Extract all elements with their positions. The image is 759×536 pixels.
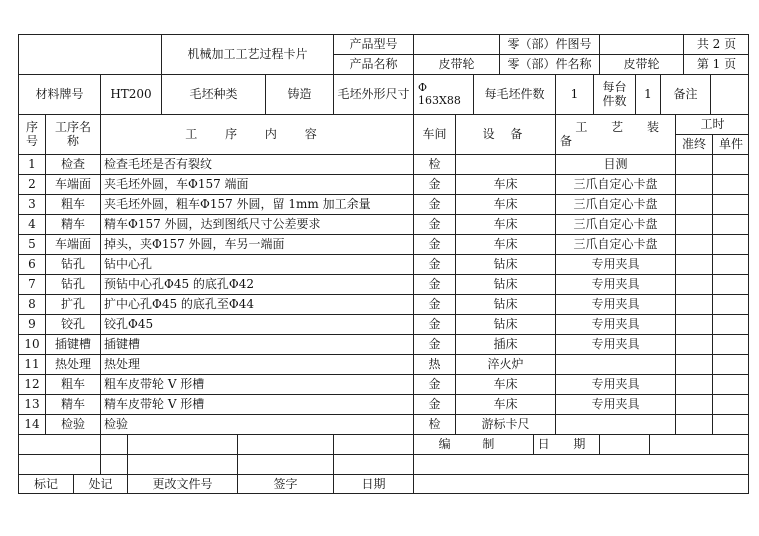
blank-type-value: 铸造 <box>265 74 333 114</box>
row-tooling: 三爪自定心卡盘 <box>555 234 675 254</box>
footer-blank-11 <box>237 454 333 474</box>
date-label: 日 期 <box>533 434 599 454</box>
row-seq: 9 <box>18 314 45 334</box>
row-prep <box>675 334 712 354</box>
row-op-name: 车端面 <box>45 174 100 194</box>
material-value: HT200 <box>100 74 161 114</box>
part-name-label: 零（部）件名称 <box>499 54 599 74</box>
row-equipment: 车床 <box>455 174 555 194</box>
row-workshop: 金 <box>413 254 455 274</box>
row-op-name: 粗车 <box>45 374 100 394</box>
row-unit <box>712 374 749 394</box>
col-tooling-line1: 工 艺 装 <box>575 119 669 134</box>
row-op-content: 钻中心孔 <box>100 254 413 274</box>
row-prep <box>675 174 712 194</box>
row-unit <box>712 334 749 354</box>
per-unit-value: 1 <box>635 74 660 114</box>
footer-blank-14 <box>413 474 749 494</box>
col-unit: 单件 <box>712 134 749 154</box>
row-tooling: 目测 <box>555 154 675 174</box>
row-op-content: 预钻中心孔Φ45 的底孔Φ42 <box>100 274 413 294</box>
footer-blank-10 <box>127 454 237 474</box>
row-workshop: 金 <box>413 314 455 334</box>
row-op-name: 扩孔 <box>45 294 100 314</box>
row-op-content: 夹毛坯外圆，粗车Φ157 外圆，留 1mm 加工余量 <box>100 194 413 214</box>
row-equipment: 车床 <box>455 234 555 254</box>
per-blank-value: 1 <box>555 74 593 114</box>
blank-size-value <box>413 74 473 114</box>
col-equipment: 设 备 <box>455 114 555 154</box>
row-unit <box>712 274 749 294</box>
row-prep <box>675 214 712 234</box>
row-unit <box>712 414 749 434</box>
row-workshop: 金 <box>413 174 455 194</box>
row-unit <box>712 394 749 414</box>
footer-blank-9 <box>100 454 127 474</box>
row-seq: 13 <box>18 394 45 414</box>
blank-size-label: 毛坯外形尺寸 <box>333 74 413 114</box>
blank-header-left <box>18 34 161 74</box>
sheet-right-border <box>748 34 749 494</box>
row-workshop: 金 <box>413 274 455 294</box>
row-op-content: 铰孔Φ45 <box>100 314 413 334</box>
row-seq: 10 <box>18 334 45 354</box>
col-hours: 工时 <box>675 114 749 134</box>
row-prep <box>675 374 712 394</box>
footer-blank-5 <box>333 434 413 454</box>
row-prep <box>675 194 712 214</box>
row-tooling: 专用夹具 <box>555 254 675 274</box>
row-equipment <box>455 154 555 174</box>
row-unit <box>712 194 749 214</box>
row-tooling: 三爪自定心卡盘 <box>555 174 675 194</box>
row-equipment: 车床 <box>455 394 555 414</box>
row-op-name: 车端面 <box>45 234 100 254</box>
row-seq: 14 <box>18 414 45 434</box>
compile-label: 编 制 <box>413 434 533 454</box>
row-workshop: 金 <box>413 294 455 314</box>
footer-location: 处记 <box>73 474 127 494</box>
product-name-label: 产品名称 <box>333 54 413 74</box>
row-unit <box>712 254 749 274</box>
row-tooling: 专用夹具 <box>555 274 675 294</box>
row-workshop: 金 <box>413 194 455 214</box>
row-prep <box>675 234 712 254</box>
process-card <box>18 34 749 494</box>
row-tooling: 三爪自定心卡盘 <box>555 194 675 214</box>
row-seq: 2 <box>18 174 45 194</box>
col-seq: 序号 <box>18 114 45 154</box>
row-workshop: 检 <box>413 414 455 434</box>
product-model-value <box>413 34 499 54</box>
part-drawing-label: 零（部）件图号 <box>499 34 599 54</box>
row-tooling <box>555 414 675 434</box>
row-op-name: 热处理 <box>45 354 100 374</box>
row-tooling <box>555 354 675 374</box>
blank-size-number: 163X88 <box>418 93 461 107</box>
row-op-name: 插键槽 <box>45 334 100 354</box>
row-unit <box>712 294 749 314</box>
total-pages: 共 2 页 <box>683 34 749 54</box>
page-number: 第 1 页 <box>683 54 749 74</box>
footer-blank-1 <box>18 434 100 454</box>
remark-label: 备注 <box>660 74 710 114</box>
material-label: 材料牌号 <box>18 74 100 114</box>
row-unit <box>712 174 749 194</box>
row-equipment: 钻床 <box>455 314 555 334</box>
row-op-name: 钻孔 <box>45 274 100 294</box>
row-prep <box>675 254 712 274</box>
col-op-content: 工 序 内 容 <box>100 114 413 154</box>
footer-blank-13 <box>413 454 749 474</box>
footer-change-doc: 更改文件号 <box>127 474 237 494</box>
row-seq: 12 <box>18 374 45 394</box>
row-tooling: 专用夹具 <box>555 394 675 414</box>
footer-blank-4 <box>237 434 333 454</box>
row-seq: 4 <box>18 214 45 234</box>
row-seq: 7 <box>18 274 45 294</box>
footer-blank-2 <box>100 434 127 454</box>
row-unit <box>712 154 749 174</box>
row-equipment: 车床 <box>455 194 555 214</box>
footer-signature: 签字 <box>237 474 333 494</box>
remark-value <box>710 74 749 114</box>
row-seq: 8 <box>18 294 45 314</box>
row-workshop: 金 <box>413 394 455 414</box>
row-workshop: 金 <box>413 214 455 234</box>
row-equipment: 车床 <box>455 374 555 394</box>
row-op-name: 钻孔 <box>45 254 100 274</box>
row-op-content: 热处理 <box>100 354 413 374</box>
row-op-content: 精车Φ157 外圆，达到图纸尺寸公差要求 <box>100 214 413 234</box>
row-op-name: 精车 <box>45 214 100 234</box>
phi-symbol: Φ <box>418 80 428 94</box>
row-equipment: 钻床 <box>455 254 555 274</box>
row-op-content: 精车皮带轮 V 形槽 <box>100 394 413 414</box>
footer-blank-7 <box>649 434 749 454</box>
row-equipment: 游标卡尺 <box>455 414 555 434</box>
row-op-name: 粗车 <box>45 194 100 214</box>
row-unit <box>712 354 749 374</box>
part-name-value: 皮带轮 <box>599 54 683 74</box>
row-op-content: 掉头，夹Φ157 外圆，车另一端面 <box>100 234 413 254</box>
row-op-content: 粗车皮带轮 V 形槽 <box>100 374 413 394</box>
row-prep <box>675 154 712 174</box>
card-title: 机械加工工艺过程卡片 <box>161 34 333 74</box>
row-unit <box>712 314 749 334</box>
row-op-name: 精车 <box>45 394 100 414</box>
row-equipment: 插床 <box>455 334 555 354</box>
row-prep <box>675 294 712 314</box>
row-op-name: 检查 <box>45 154 100 174</box>
footer-blank-3 <box>127 434 237 454</box>
row-seq: 5 <box>18 234 45 254</box>
row-equipment: 钻床 <box>455 294 555 314</box>
row-seq: 11 <box>18 354 45 374</box>
row-workshop: 金 <box>413 334 455 354</box>
row-unit <box>712 234 749 254</box>
row-op-name: 铰孔 <box>45 314 100 334</box>
row-seq: 3 <box>18 194 45 214</box>
product-name-value: 皮带轮 <box>413 54 499 74</box>
row-equipment: 车床 <box>455 214 555 234</box>
row-workshop: 热 <box>413 354 455 374</box>
col-tooling-line2: 备 <box>560 133 573 148</box>
per-blank-label: 每毛坯件数 <box>473 74 555 114</box>
col-tooling <box>555 114 675 154</box>
row-op-content: 检查毛坯是否有裂纹 <box>100 154 413 174</box>
row-op-name: 检验 <box>45 414 100 434</box>
row-tooling: 三爪自定心卡盘 <box>555 214 675 234</box>
row-op-content: 夹毛坯外圆，车Φ157 端面 <box>100 174 413 194</box>
row-op-content: 检验 <box>100 414 413 434</box>
col-workshop: 车间 <box>413 114 455 154</box>
row-prep <box>675 354 712 374</box>
row-prep <box>675 394 712 414</box>
footer-blank-12 <box>333 454 413 474</box>
row-op-content: 扩中心孔Φ45 的底孔至Φ44 <box>100 294 413 314</box>
row-tooling: 专用夹具 <box>555 294 675 314</box>
row-workshop: 金 <box>413 374 455 394</box>
footer-blank-8 <box>18 454 100 474</box>
footer-blank-6 <box>599 434 649 454</box>
product-model-label: 产品型号 <box>333 34 413 54</box>
per-unit-label: 每台件数 <box>593 74 635 114</box>
footer-mark: 标记 <box>18 474 73 494</box>
row-tooling: 专用夹具 <box>555 314 675 334</box>
row-equipment: 钻床 <box>455 274 555 294</box>
row-op-content: 插键槽 <box>100 334 413 354</box>
sheet-bottom-border <box>18 493 749 494</box>
row-equipment: 淬火炉 <box>455 354 555 374</box>
row-prep <box>675 274 712 294</box>
col-op-name: 工序名称 <box>45 114 100 154</box>
blank-type-label: 毛坯种类 <box>161 74 265 114</box>
row-workshop: 金 <box>413 234 455 254</box>
part-drawing-value <box>599 34 683 54</box>
row-unit <box>712 214 749 234</box>
row-seq: 1 <box>18 154 45 174</box>
row-workshop: 检 <box>413 154 455 174</box>
row-tooling: 专用夹具 <box>555 374 675 394</box>
row-tooling: 专用夹具 <box>555 334 675 354</box>
row-prep <box>675 414 712 434</box>
col-prep: 准终 <box>675 134 712 154</box>
row-prep <box>675 314 712 334</box>
row-seq: 6 <box>18 254 45 274</box>
footer-date: 日期 <box>333 474 413 494</box>
